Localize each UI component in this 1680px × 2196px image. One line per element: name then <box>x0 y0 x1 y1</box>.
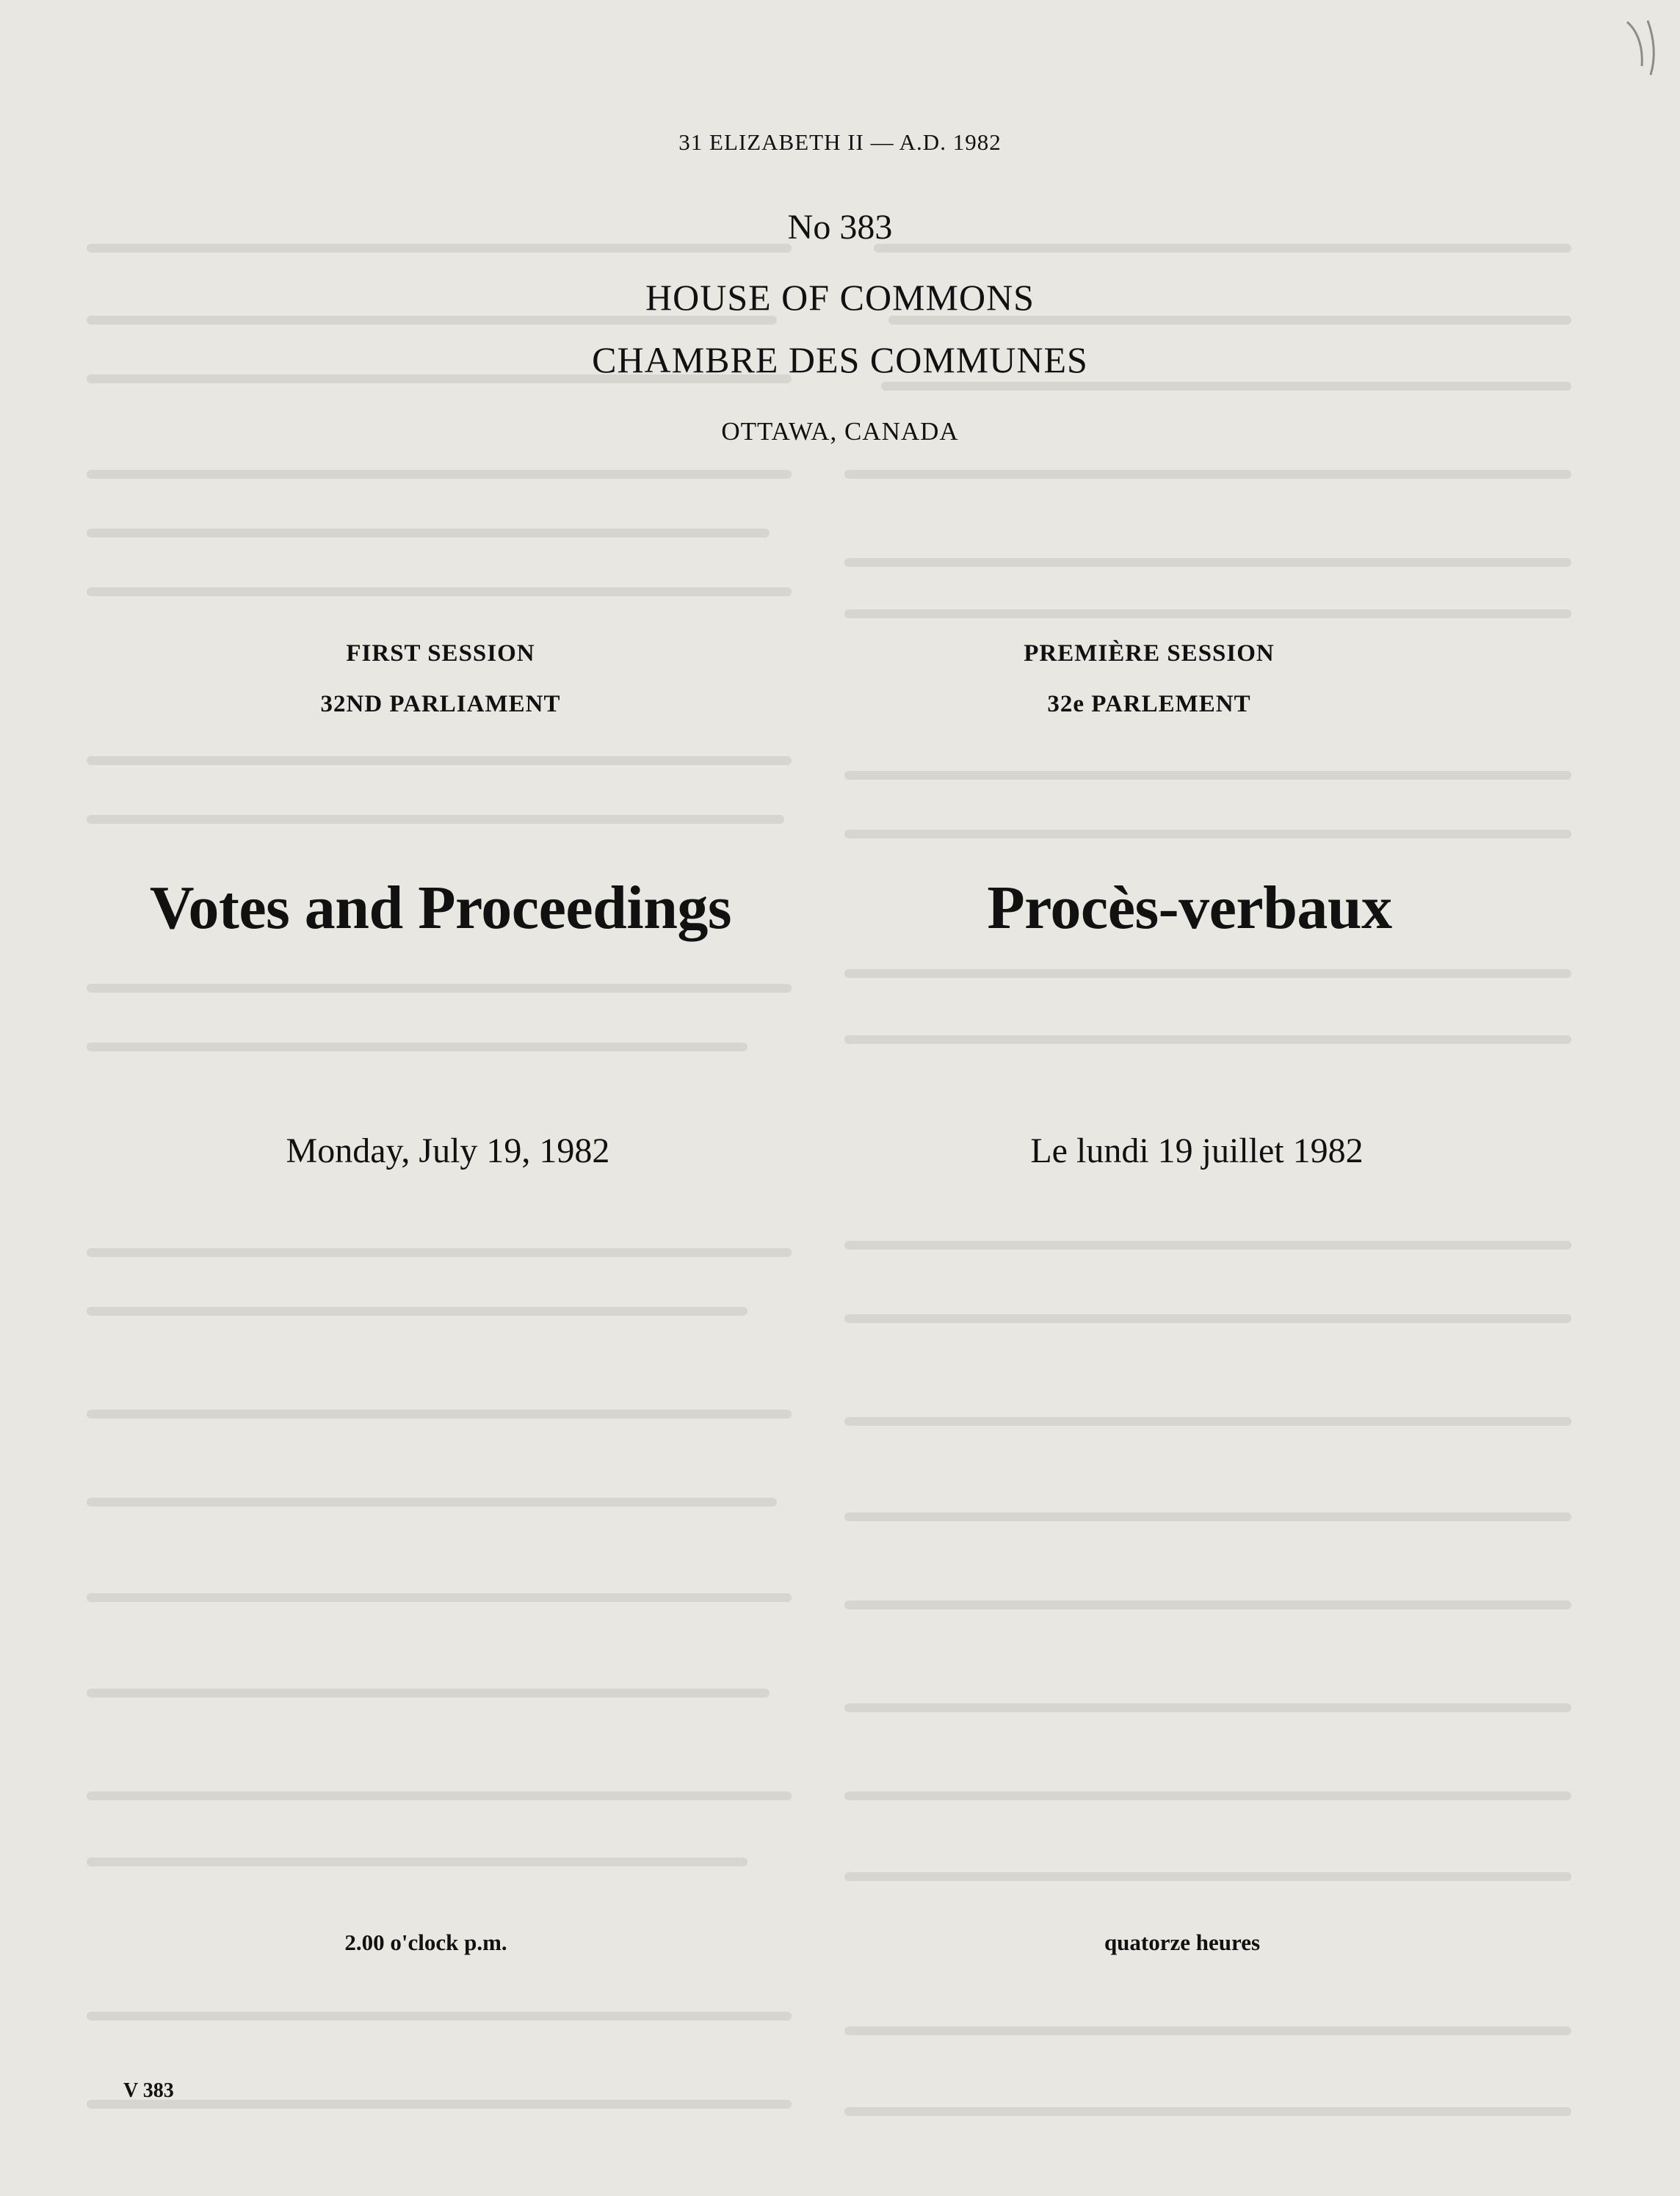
title-french: Procès-verbaux <box>987 874 1392 942</box>
session-french: PREMIÈRE SESSION <box>1024 640 1275 667</box>
parliament-english: 32ND PARLIAMENT <box>320 691 561 717</box>
regnal-year-header: 31 ELIZABETH II — A.D. 1982 <box>678 129 1002 155</box>
page-code: V 383 <box>123 2079 174 2102</box>
house-name-french: CHAMBRE DES COMMUNES <box>592 339 1088 380</box>
sitting-time-english: 2.00 o'clock p.m. <box>344 1929 507 1955</box>
date-french: Le lundi 19 juillet 1982 <box>1030 1131 1364 1170</box>
city-line: OTTAWA, CANADA <box>721 417 959 446</box>
pencil-mark-icon <box>1621 15 1664 79</box>
date-english: Monday, July 19, 1982 <box>286 1131 610 1170</box>
house-name-english: HOUSE OF COMMONS <box>645 277 1035 318</box>
title-english: Votes and Proceedings <box>149 874 732 942</box>
sitting-time-french: quatorze heures <box>1104 1929 1261 1955</box>
session-english: FIRST SESSION <box>346 640 535 667</box>
parliament-french: 32e PARLEMENT <box>1047 691 1251 717</box>
issue-number: No 383 <box>787 208 893 247</box>
